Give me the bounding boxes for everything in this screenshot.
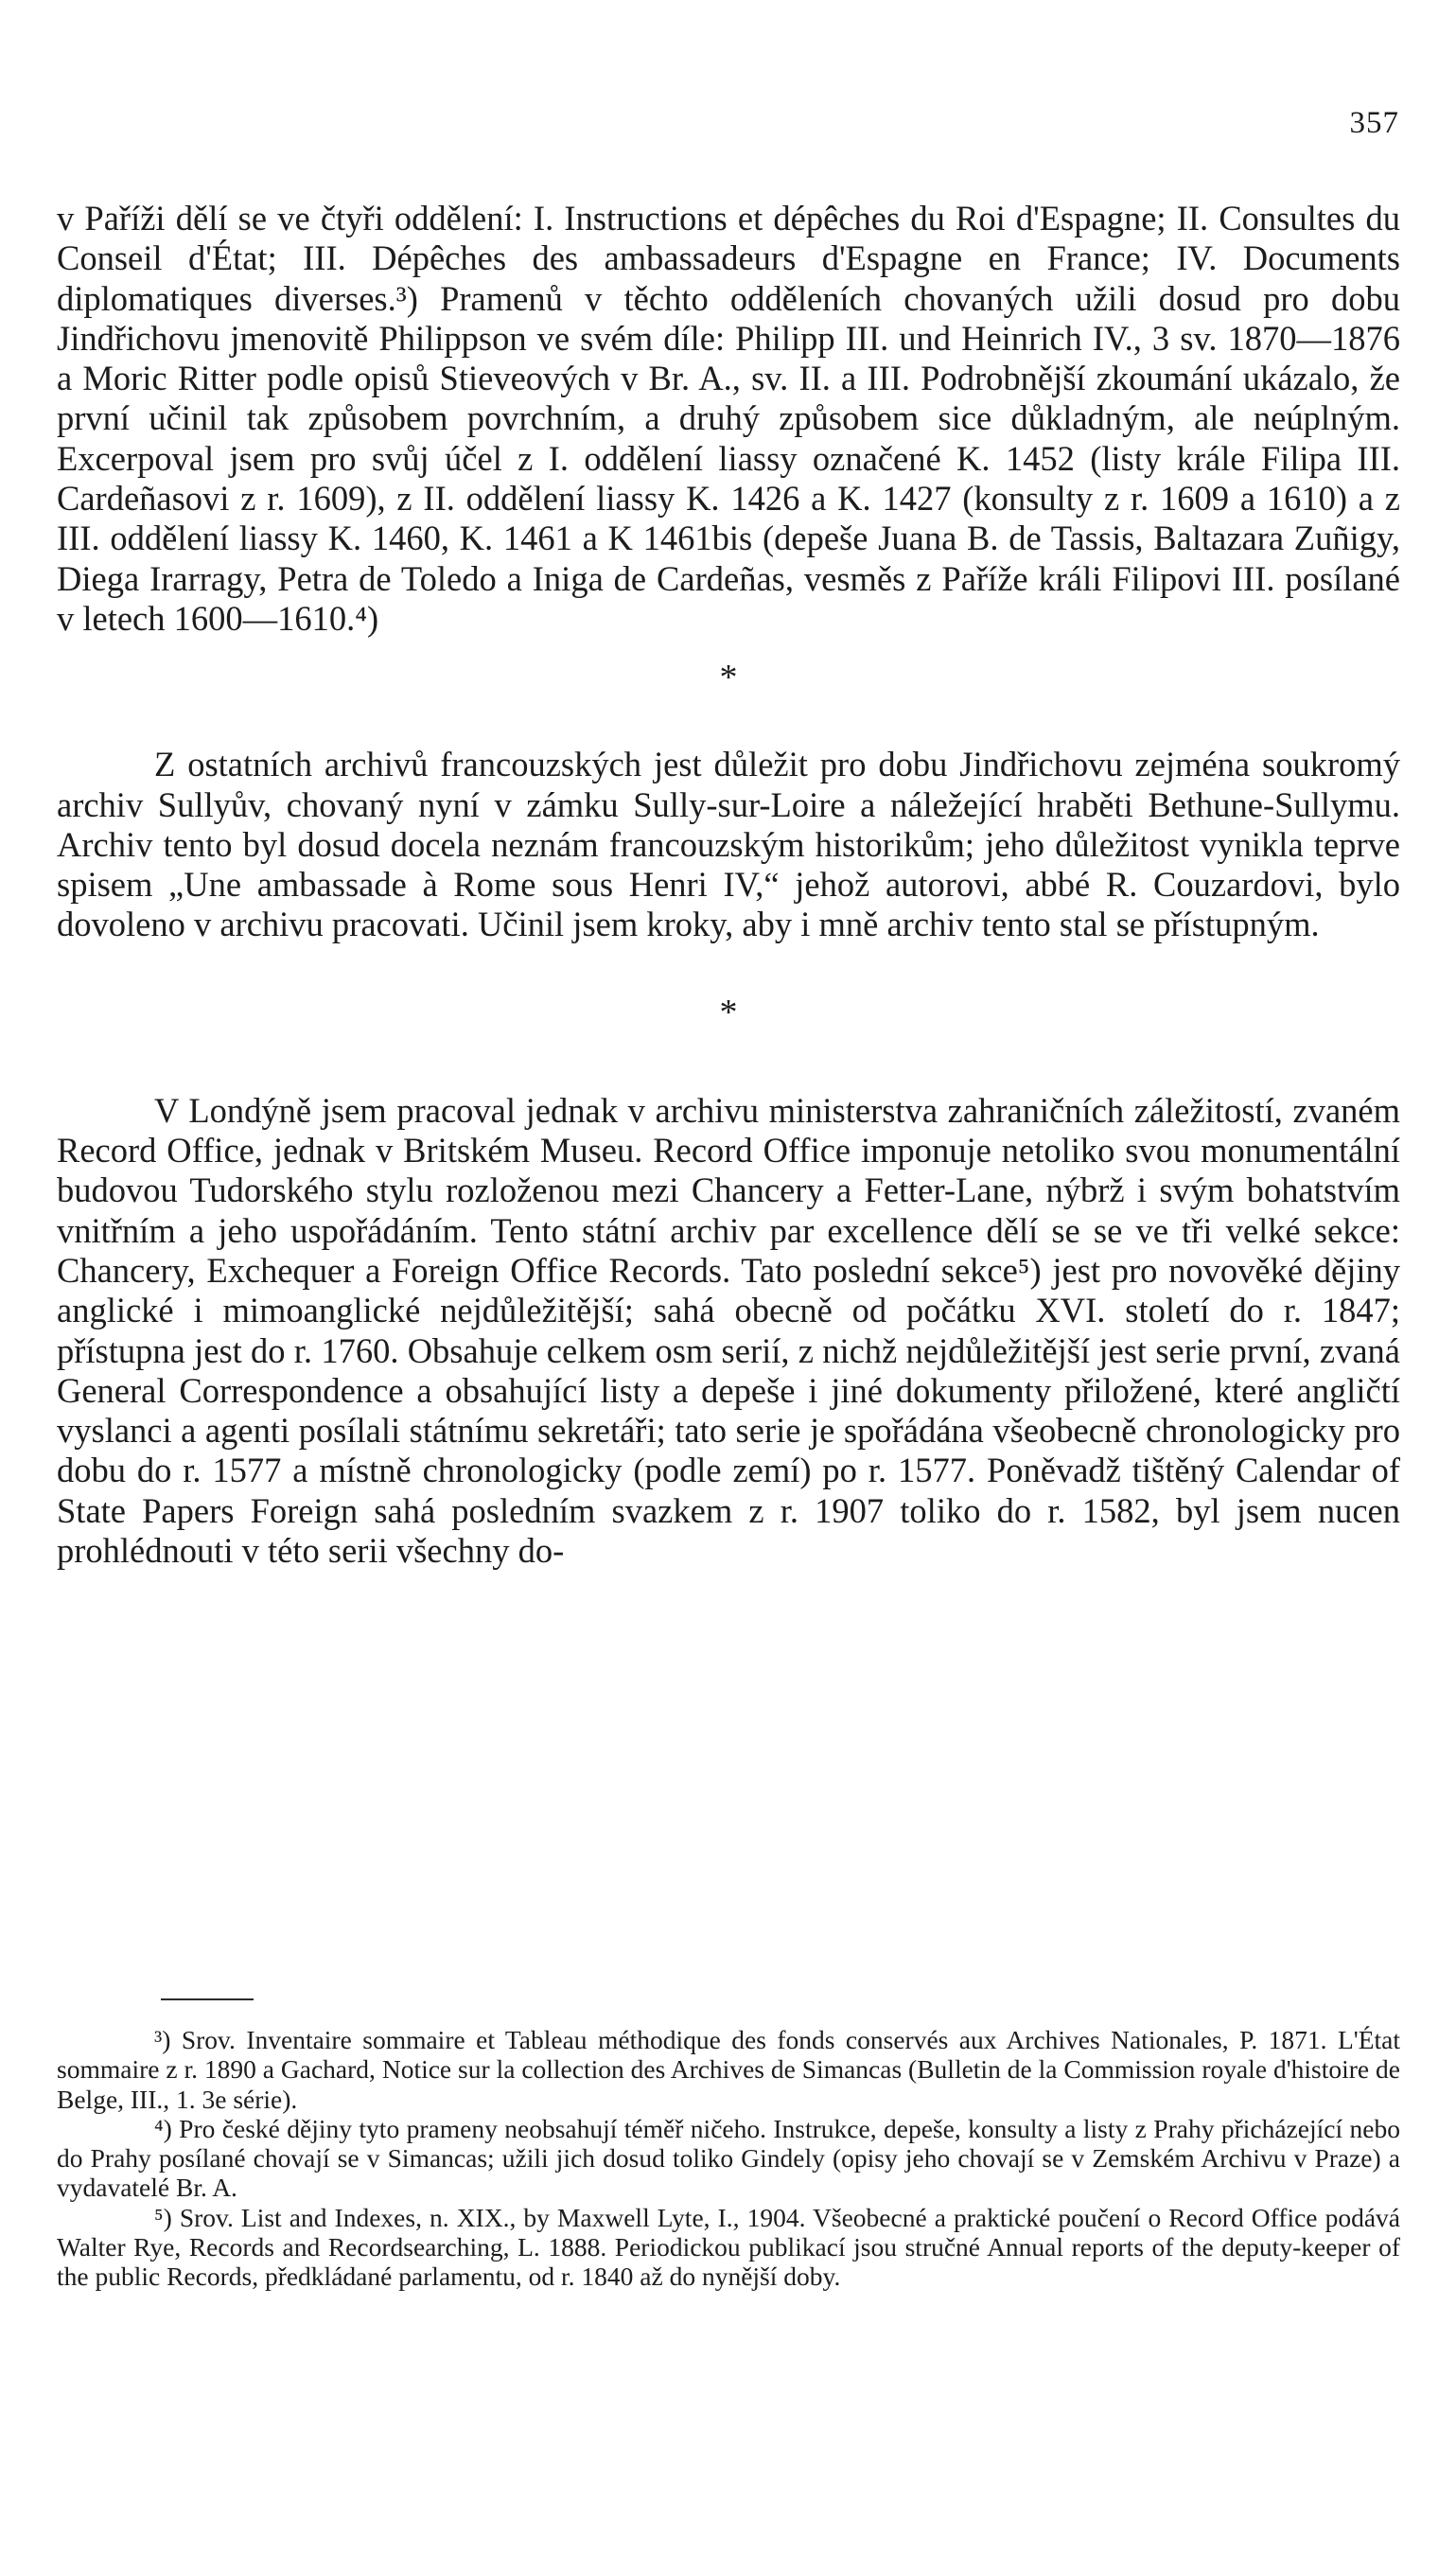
footnote-4: ⁴) Pro české dějiny tyto prameny neobsahují téměř ničeho. Instrukce, depeše, konsulty a listy z Prahy přicházející nebo do Prahy posílané chovají se v Simancas; užili jich dosud toliko Gindely (opisy jeho chovají se v Zemském Archivu v Praze) a vydavatelé Br. A. <box>57 2113 1400 2203</box>
footnotes <box>57 2025 1400 2292</box>
page-number: 357 <box>1349 106 1399 140</box>
section-divider-star: * <box>719 658 738 698</box>
footnote-separator <box>161 1998 254 2000</box>
section-divider-star: * <box>719 992 738 1032</box>
footnote-5: ⁵) Srov. List and Indexes, n. XIX., by Maxwell Lyte, I., 1904. Všeobecné a praktické poučení o Record Office podává Walter Rye, Records and Recordsearching, L. 1888. Periodickou publikací jsou stručné Annual reports of the deputy-keeper of the public Records, předkládané parlamentu, od r. 1840 až do nynější doby. <box>57 2202 1400 2292</box>
body-text <box>57 199 1400 1571</box>
paragraph-archives-paris: v Paříži dělí se ve čtyři oddělení: I. Instructions et dépêches du Roi d'Espagne; II. Consultes du Conseil d'État; III. Dépêches des ambassadeurs d'Espagne en France; IV. Documents diplomatiques diverses.³) Pramenů v těchto odděleních chovaných užili dosud pro dobu Jindřichovu jmenovitě Philippson ve svém díle: Philipp III. und Heinrich IV., 3 sv. 1870—1876 a Moric Ritter podle opisů Stieveových v Br. A., sv. II. a III. Podrobnější zkoumání ukázalo, že první učinil tak způsobem povrchním, a druhý způsobem sice důkladným, ale neúplným. Excerpoval jsem pro svůj účel z I. oddělení liassy označené K. 1452 (listy krále Filipa III. Cardeñasovi z r. 1609), z II. oddělení liassy K. 1426 a K. 1427 (konsulty z r. 1609 a 1610) a z III. oddělení liassy K. 1460, K. 1461 a K 1461bis (depeše Juana B. de Tassis, Baltazara Zuñigy, Diega Irarragy, Petra de Toledo a Iniga de Cardeñas, vesměs z Paříže králi Filipovi III. posílané v letech 1600—1610.⁴) <box>57 199 1400 638</box>
paragraph-sully-archive: Z ostatních archivů francouzských jest důležit pro dobu Jindřichovu zejména soukromý archiv Sullyův, chovaný nyní v zámku Sully-sur-Loire a náležející hraběti Bethune-Sullymu. Archiv tento byl dosud docela neznám francouzským historikům; jeho důležitost vynikla teprve spisem „Une ambassade à Rome sous Henri IV,“ jehož autorovi, abbé R. Couzardovi, bylo dovoleno v archivu pracovati. Učinil jsem kroky, aby i mně archiv tento stal se přístupným. <box>57 745 1400 944</box>
footnote-3: ³) Srov. Inventaire sommaire et Tableau méthodique des fonds conservés aux Archives Nationales, P. 1871. L'État sommaire z r. 1890 a Gachard, Notice sur la collection des Archives de Simancas (Bulletin de la Commission royale d'histoire de Belge, III., 1. 3e série). <box>57 2025 1400 2114</box>
paragraph-london-record-office: V Londýně jsem pracoval jednak v archivu ministerstva zahraničních záležitostí, zvaném Record Office, jednak v Britském Museu. Record Office imponuje netoliko svou monumentální budovou Tudorského stylu rozloženou mezi Chancery a Fetter-Lane, nýbrž i svým bohatstvím vnitřním a jeho uspořádáním. Tento státní archiv par excellence dělí se se ve tři velké sekce: Chancery, Exchequer a Foreign Office Records. Tato poslední sekce⁵) jest pro novověké dějiny anglické i mimoanglické nejdůležitější; sahá obecně od počátku XVI. století do r. 1847; přístupna jest do r. 1760. Obsahuje celkem osm serií, z nichž nejdůležitější jest serie první, zvaná General Correspondence a obsahující listy a depeše i jiné dokumenty přiložené, které angličtí vyslanci a agenti posílali státnímu sekretáři; tato serie je spořádána všeobecně chronologicky pro dobu do r. 1577 a místně chronologicky (podle zemí) po r. 1577. Poněvadž tištěný Calendar of State Papers Foreign sahá posledním svazkem z r. 1907 toliko do r. 1582, byl jsem nucen prohlédnouti v této serii všechny do- <box>57 1090 1400 1571</box>
